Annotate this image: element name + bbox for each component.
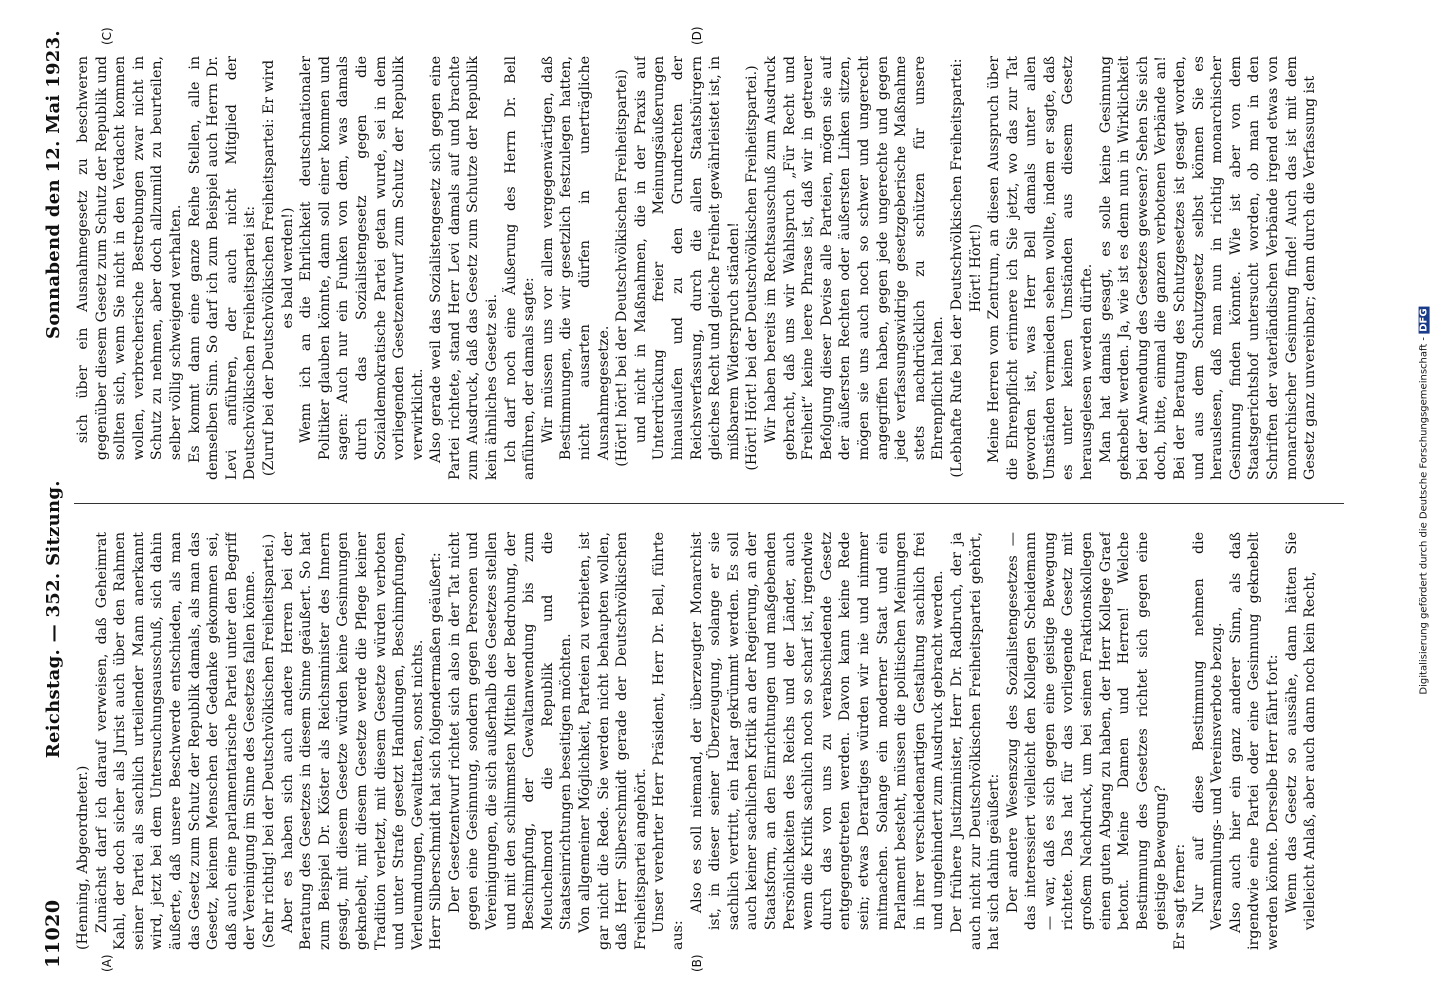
margin-mark-a: (A) [100,954,114,972]
document-page [0,10,1380,990]
paragraph: Wenn ich an die Ehrlichkeit deutschnationaler Politiker glauben könnte, dann soll einer kommen und sagen: Auch nur ein Funken von dem, was damals durch das Sozialistengesetz gegen die Sozialdemokratische Partei getan wurde, sei in dem vorliegenden Gesetzentwurf zum Schutz der Republik verwirklicht. [298,56,426,461]
paragraph: (Lebhafte Rufe bei der Deutschvölkischen Freiheitspartei: Hört! Hört!) [948,58,984,478]
paragraph: (Hört! Hört! bei der Deutschvölkischen Freiheitspartei.) [744,65,761,471]
paragraph: Von allgemeiner Möglichkeit, Parteien zu verbieten, ist gar nicht die Rede. Sie werden nicht behaupten wollen, daß Herr Silberschmidt gerade der Deutschvölkischen Freiheitspartei angehört. [577,532,649,950]
paragraph: Der Gesetzentwurf richtet sich also in der Tat nicht gegen eine Gesinnung, sondern gegen Personen und Vereinigungen, die sich außerhalb des Gesetzes stellen und mit den schlimmsten Mitteln der Bedrohung, der Beschimpfung, der Gewaltanwendung bis zum Meuchelmord die Republik und die Staatseinrichtungen beseitigen möchten. [446,532,575,931]
paragraph: Zunächst darf ich darauf verweisen, daß Geheimrat Kahl, der doch sicher als Jurist auch über den Rahmen seiner Partei als sachlich urteilender Mann anerkannt wird, jetzt bei dem Untersuchungsausschuß, sich dahin äußerte, daß unsere Beschwerde entschieden, als man das Gesetz zum Schutz der Republik damals, als man das Gesetz, keinem Menschen der Gedanke gekommen sei, daß auch eine parlamentarische Partei unter den Begriff der Vereinigung im Sinne des Gesetzes fallen könne. [93,532,259,950]
page-header [40,30,66,968]
session-title: Reichstag. — 352. Sitzung. [42,480,64,759]
paragraph: (Henning, Abgeordneter.) [75,765,91,950]
dfg-badge: DFG [1418,307,1430,332]
paragraph: Ich darf noch eine Äußerung des Herrn Dr. Bell anführen, der damals sagte: [502,56,538,480]
paragraph: Nur auf diese Bestimmung nehmen die Versammlungs- und Vereinsverbote bezug. [1190,532,1226,931]
paragraph: Herr Silberschmidt hat sich folgendermaßen geäußert: [428,552,445,950]
paragraph: Es kommt dann eine ganze Reihe Stellen, alle in demselben Sinn. So darf ich zum Beispiel auch Herrn Dr. Levi anführen, der auch nicht Mitglied der Deutschvölkischen Freiheitspartei ist: [186,56,259,480]
column-divider [74,503,1344,504]
digitization-credit [1414,0,1434,1000]
session-date: Sonnabend den 12. Mai 1923. [42,30,64,339]
margin-mark-c: (C) [100,27,114,45]
paragraph: Wir müssen uns vor allem vergegenwärtigen, daß Bestimmungen, die wir gesetzlich festzulegen hatten, nicht ausarten dürfen in unerträgliche Ausnahmegesetze. [539,56,612,461]
right-text-column [74,56,1354,480]
paragraph: Aber es haben sich auch andere Herren bei der Beratung des Gesetzes in diesem Sinne geäußert. So hat zum Beispiel Dr. Köster als Reichsminister des Innern gesagt, mit diesem Gesetze würden keine Gesinnungen geknebelt, mit diesem Gesetze werde die Pflege keiner Tradition verletzt, mit diesem Gesetze würden verboten und unter Strafe gesetzt Handlungen, Beschimpfungen, Verleumdungen, Gewalttaten, sonst nichts. [279,532,426,950]
paragraph: Der frühere Justizminister, Herr Dr. Radbruch, der ja auch nicht zur Deutschvölkischen Freiheitspartei gehört, hat sich dahin geäußert: [948,532,1003,950]
page-number: 11020 [42,899,64,968]
paragraph: Also gerade weil das Sozialistengesetz sich gegen eine Partei richtete, stand Herr Levi damals auf und brachte zum Ausdruck, daß das Gesetz zum Schutze der Republik kein ähnliches Gesetz sei. [428,56,501,480]
paragraph: sich über ein Ausnahmegesetz zu beschweren gegenüber diesem Gesetz zum Schutz der Republik und sollten sich, wenn Sie nicht in den Verdacht kommen wollen, verbrecherische Bestrebungen zwar nicht in Schutz zu nehmen, aber doch allzumild zu beurteilen, selber völlig schweigend verhalten. [75,56,184,461]
paragraph: und nicht in Maßnahmen, die in der Praxis auf Unterdrückung freier Meinungsäußerungen hinauslaufen und zu den Grundrechten der Reichsverfassung, durch die allen Staatsbürgern gleiches Recht und gleiche Freiheit gewährleistet ist, in mißbarem Widerspruch ständen! [632,56,742,461]
paragraph: Wir haben bereits im Rechtsausschuß zum Ausdruck gebracht, daß uns wir Wahlspruch „Für Recht und Freiheit“ keine leere Phrase ist, daß wir in getreuer Befolgung dieser Devise alle Parteien, mögen sie auf der äußersten Rechten oder äußersten Linken sitzen, mögen sie uns auch noch so schwer und ungerecht angegriffen haben, gegen jede ungerechte und gegen jede verfassungswidrige gesetzgeberische Maßnahme stets nachdrücklich zu schützen für unsere Ehrenpflicht halten. [762,56,947,461]
paragraph: Er sagt ferner: [1172,843,1189,950]
paragraph: Man hat damals gesagt, es solle keine Gesinnung geknebelt werden. Ja, wie ist es denn nun in Wirklichkeit bei der Anwendung des Gesetzes gewesen? Sehen Sie sich doch, bitte, einmal die ganzen verbotenen Verbände an! Bei der Beratung des Schutzgesetzes ist gesagt worden, und aus dem Schutzgesetz selbst können Sie es herauslesen, daß man nun in richtig monarchischer Gesinnung finden könnte. Wie ist aber von dem Staatsgerichtshof untersucht worden, ob man in den Schriften der vaterländischen Verbände irgend etwas von monarchischer Gesinnung finde! Auch das ist mit dem Gesetz ganz unvereinbar; denn durch die Verfassung ist [1097,56,1319,480]
paragraph: (Sehr richtig! bei der Deutschvölkischen Freiheitspartei.) [260,533,277,949]
paragraph: Der andere Wesenszug des Sozialistengesetzes — das interessiert vielleicht den Kollegen Scheidemann — war, daß es sich gegen eine geistige Bewegung richtete. Das hat für das vorliegende Gesetz mit großem Nachdruck, um bei seinen Fraktionskollegen einen guten Abgang zu haben, der Herr Kollege Graef betont. Meine Damen und Herren! Welche Bestimmung des Gesetzes richtet sich gegen eine geistige Bewegung? [1004,532,1170,931]
paragraph: Also auch hier ein ganz anderer Sinn, als daß irgendwie eine Partei oder eine Gesinnung geknebelt werden könnte. Derselbe Herr fährt fort: [1227,532,1281,950]
paragraph: Also es soll niemand, der überzeugter Monarchist ist, in dieser seiner Überzeugung, solange er sie sachlich vertritt, ein Haar gekrümmt werden. Es soll auch keiner sachlichen Kritik an der Regierung, an der Staatsform, an den Einrichtungen und maßgebenden Persönlichkeiten des Reichs und der Länder, auch wenn die Kritik sachlich noch so scharf ist, irgendwie durch das von uns zu verabschiedende Gesetz entgegengetreten werden. Davon kann keine Rede sein; etwas Derartiges würden wir nie und nimmer mitmachen. Solange ein moderner Staat und ein Parlament besteht, müssen die politischen Meinungen in ihrer verschiedenartigen Gestaltung sachlich frei und ungehindert zum Ausdruck gebracht werden. [688,532,947,931]
margin-mark-d: (D) [690,26,704,45]
digitization-credit-text: Digitalisierung gefördert durch die Deutsche Forschungsgemeinschaft - [1418,336,1430,695]
left-text-column [74,532,1354,950]
paragraph: (Hört! hört! bei der Deutschvölkischen Freiheitspartei) [614,69,631,467]
paragraph: Wenn das Gesetz so aussähe, dann hätten Sie vielleicht Anlaß, aber auch dann noch kein Recht, [1283,532,1319,931]
paragraph: Meine Herren vom Zentrum, an diesen Ausspruch über die Ehrenpflicht erinnere ich Sie jetzt, wo das zur Tat geworden ist, was Herr Bell damals unter allen Umständen vermieden sehen wollte, indem er sagte, daß es unter keinen Umständen aus diesem Gesetz herausgelesen werden dürfte. [986,56,1096,480]
paragraph: Unser verehrter Herr Präsident, Herr Dr. Bell, führte aus: [651,532,686,950]
margin-mark-b: (B) [690,954,704,972]
paragraph: (Zuruf bei der Deutschvölkischen Freiheitspartei: Er wird es bald werden!) [260,59,296,477]
